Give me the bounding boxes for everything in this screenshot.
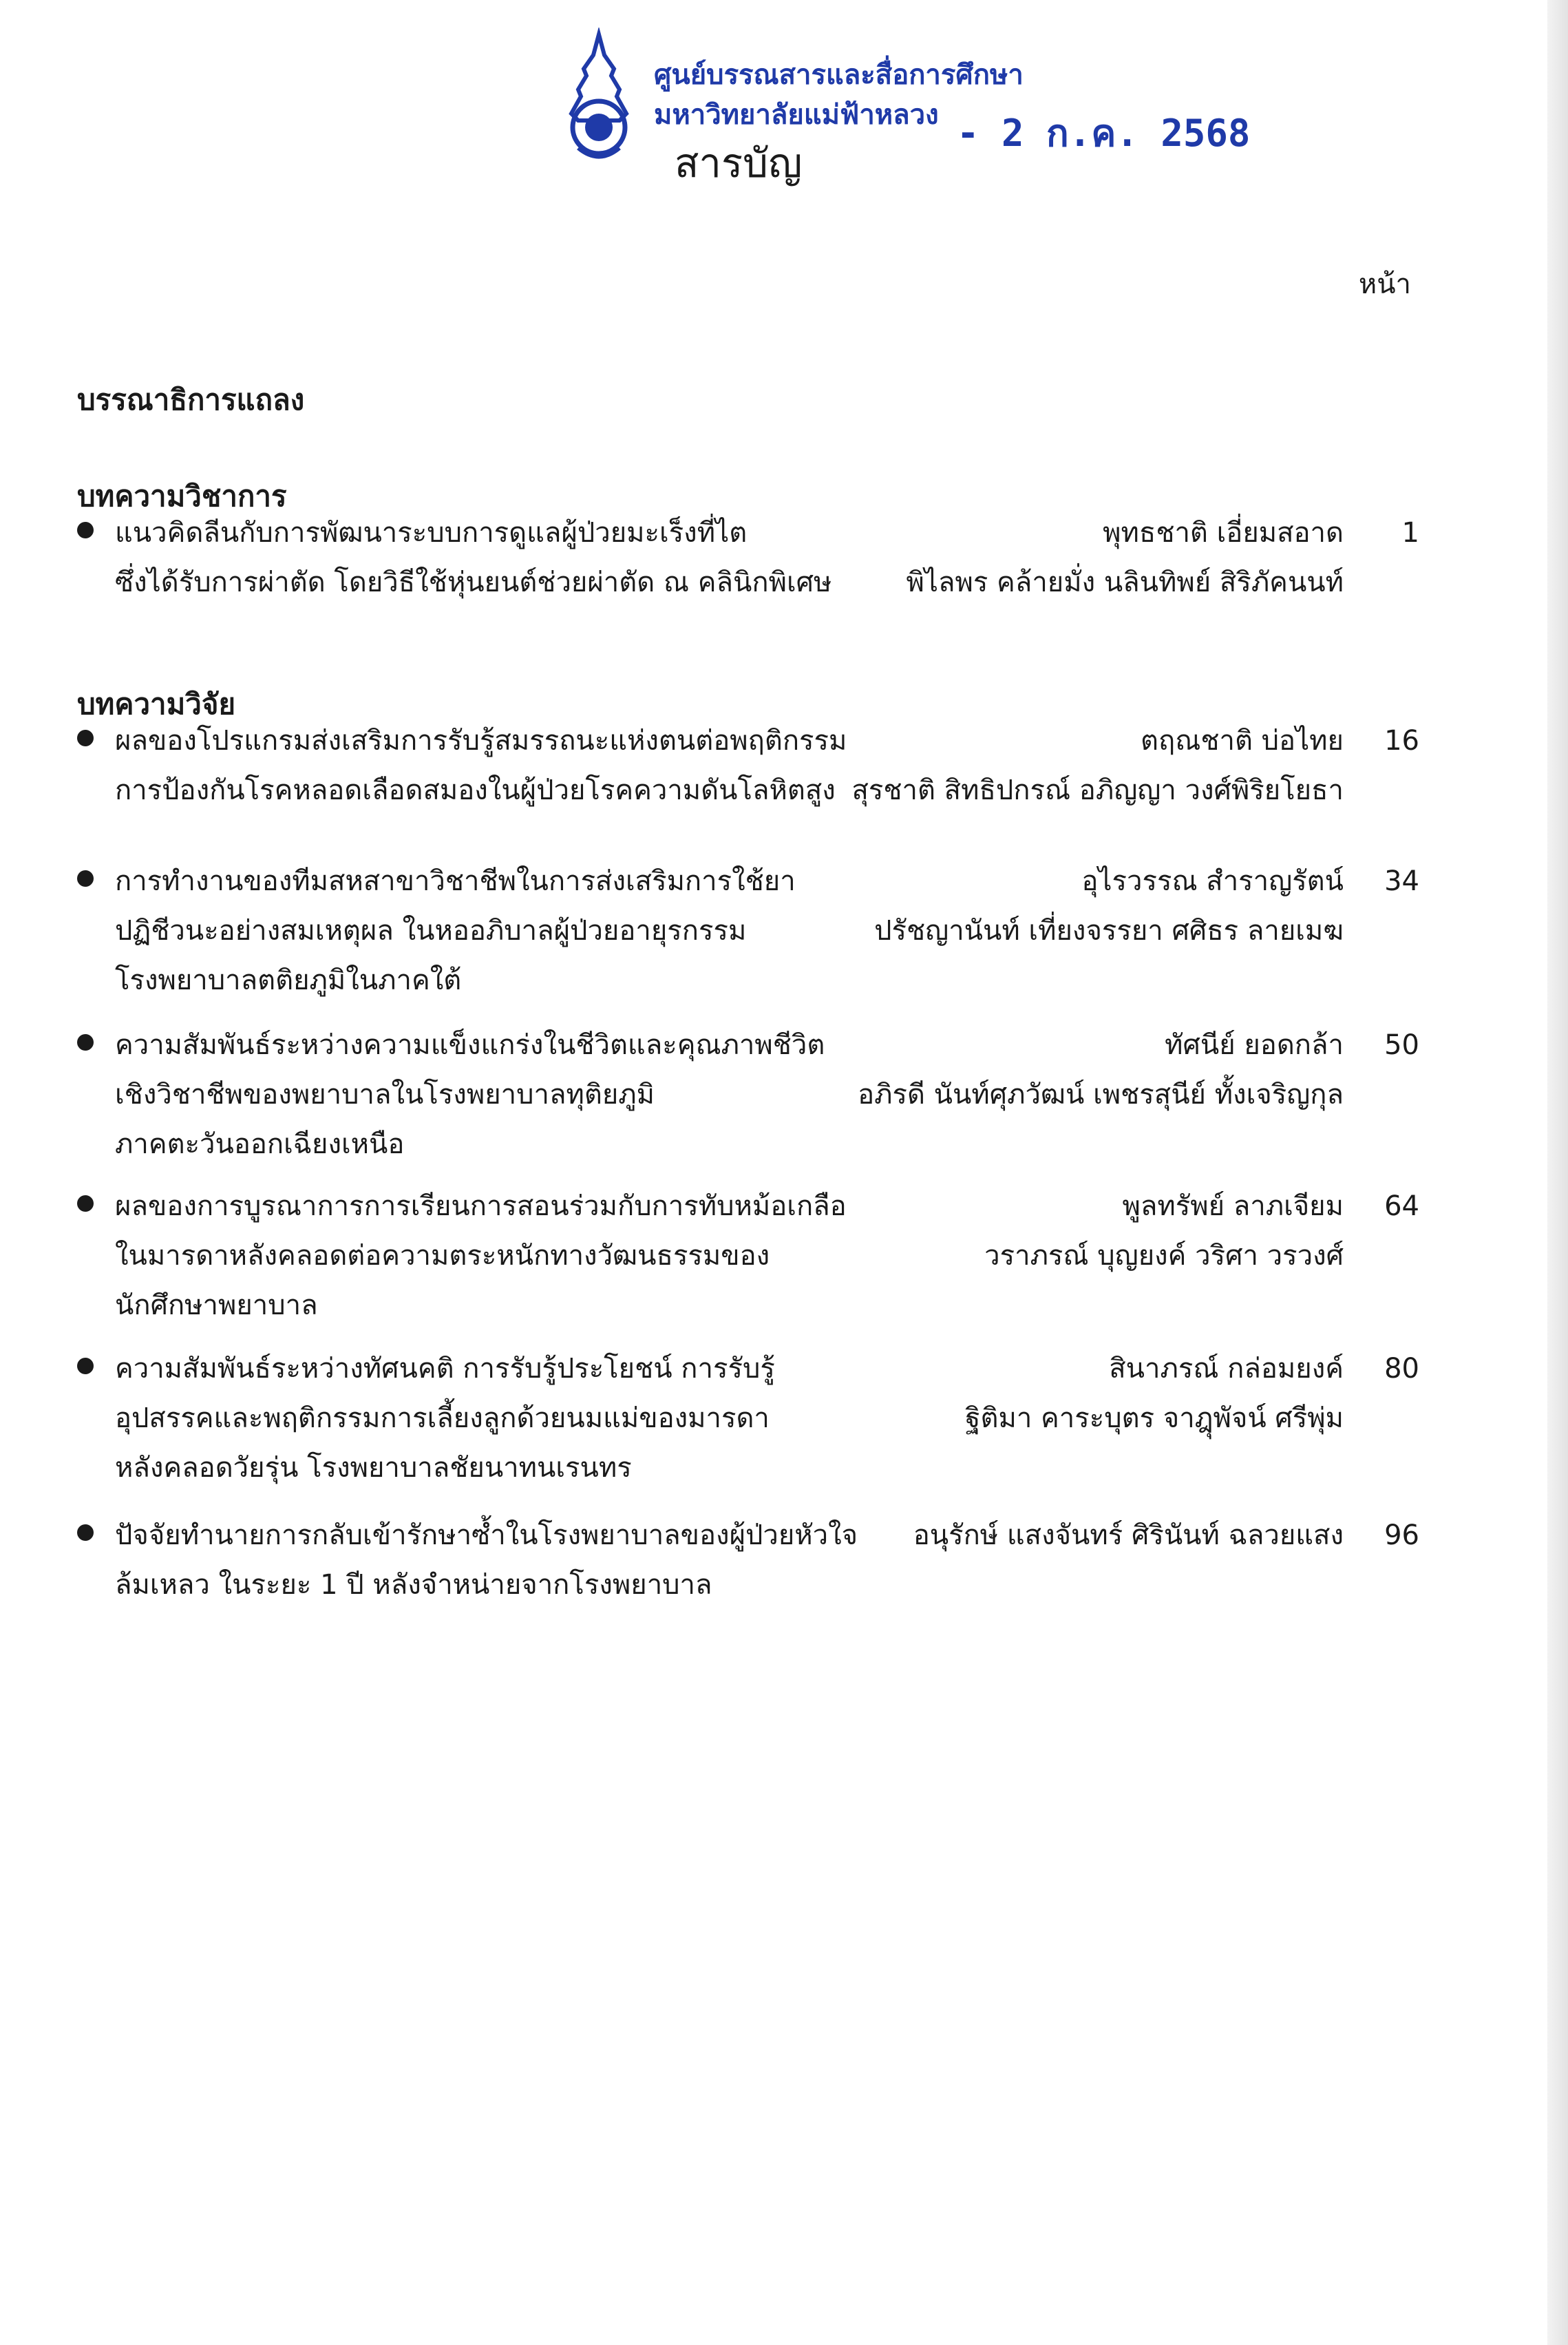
entry-title xyxy=(115,1344,927,1493)
entry-title-line: โรงพยาบาลตติยภูมิในภาคใต้ xyxy=(115,965,462,996)
entry-page-number: 34 xyxy=(1384,865,1419,897)
entry-page-number: 64 xyxy=(1384,1190,1419,1222)
section-heading-editorial: บรรณาธิการแถลง xyxy=(77,383,305,417)
entry-title xyxy=(115,1181,927,1330)
entry-title-line: นักศึกษาพยาบาล xyxy=(115,1290,318,1321)
page-column-label: หน้า xyxy=(1358,269,1411,300)
entry-title-line: ภาคตะวันออกเฉียงเหนือ xyxy=(115,1128,405,1160)
bullet-icon xyxy=(77,1034,94,1051)
entry-author-line: อนุรักษ์ แสงจันทร์ ศิรินันท์ ฉลวยแสง xyxy=(913,1519,1344,1551)
entry-title-line: ซึ่งได้รับการผ่าตัด โดยวิธีใช้หุ่นยนต์ช่วยผ่าตัด ณ คลินิกพิเศษ xyxy=(115,567,832,598)
entry-author-line: ตฤณชาติ บ่อไทย xyxy=(1141,725,1344,757)
entry-author-line: วราภรณ์ บุญยงค์ วริศา วรวงศ์ xyxy=(984,1240,1344,1272)
entry-authors xyxy=(848,1344,1344,1443)
stamp-org-line-2: มหาวิทยาลัยแม่ฟ้าหลวง xyxy=(654,99,939,131)
entry-authors xyxy=(848,716,1344,815)
entry-author-line: สินาภรณ์ กล่อมยงค์ xyxy=(1109,1353,1344,1385)
entry-page-number: 50 xyxy=(1384,1029,1419,1061)
entry-authors xyxy=(848,508,1344,607)
entry-page-number: 16 xyxy=(1384,725,1419,757)
entry-title xyxy=(115,508,927,607)
entry-author-line: พูลทรัพย์ ลาภเจียม xyxy=(1122,1190,1344,1222)
entry-authors xyxy=(848,1511,1344,1560)
page-title: สารบัญ xyxy=(675,140,803,187)
entry-author-line: อภิรดี นันท์ศุภวัฒน์ เพชรสุนีย์ ทั้งเจริญกุล xyxy=(858,1079,1344,1111)
entry-title-line: ความสัมพันธ์ระหว่างทัศนคติ การรับรู้ประโยชน์ การรับรู้ xyxy=(115,1353,775,1385)
section-heading-academic: บทความวิชาการ xyxy=(77,479,287,513)
bullet-icon xyxy=(77,1195,94,1212)
entry-title-line: เชิงวิชาชีพของพยาบาลในโรงพยาบาลทุติยภูมิ xyxy=(115,1079,655,1111)
bullet-icon xyxy=(77,522,94,538)
entry-title-line: การทำงานของทีมสหสาขาวิชาชีพในการส่งเสริมการใช้ยา xyxy=(115,865,796,897)
entry-page-number: 80 xyxy=(1384,1353,1419,1385)
entry-title-line: การป้องกันโรคหลอดเลือดสมองในผู้ป่วยโรคความดันโลหิตสูง xyxy=(115,775,836,806)
university-emblem-icon xyxy=(551,28,647,165)
entry-author-line: พุทธชาติ เอี่ยมสอาด xyxy=(1103,517,1344,549)
entry-title-line: ผลของโปรแกรมส่งเสริมการรับรู้สมรรถนะแห่งตนต่อพฤติกรรม xyxy=(115,725,847,757)
entry-authors xyxy=(848,1020,1344,1119)
entry-page-number: 96 xyxy=(1384,1519,1419,1551)
entry-author-line: สุรชาติ สิทธิปกรณ์ อภิญญา วงศ์พิริยโยธา xyxy=(851,775,1344,806)
bullet-icon xyxy=(77,870,94,887)
entry-title-line: ผลของการบูรณาการการเรียนการสอนร่วมกับการทับหม้อเกลือ xyxy=(115,1190,847,1222)
entry-page-number: 1 xyxy=(1401,517,1419,549)
entry-title-line: หลังคลอดวัยรุ่น โรงพยาบาลชัยนาทนเรนทร xyxy=(115,1452,632,1484)
bullet-icon xyxy=(77,1524,94,1541)
entry-title xyxy=(115,856,927,1005)
entry-title xyxy=(115,1511,927,1610)
entry-title-line: ปฏิชีวนะอย่างสมเหตุผล ในหออภิบาลผู้ป่วยอายุรกรรม xyxy=(115,915,747,947)
entry-authors xyxy=(848,1181,1344,1281)
entry-title xyxy=(115,716,927,815)
bullet-icon xyxy=(77,730,94,746)
stamp-org-line-1: ศูนย์บรรณสารและสื่อการศึกษา xyxy=(654,59,1024,91)
entry-author-line: ทัศนีย์ ยอดกล้า xyxy=(1165,1029,1344,1061)
page-edge-shadow xyxy=(1547,0,1568,2345)
entry-title xyxy=(115,1020,927,1169)
entry-title-line: ความสัมพันธ์ระหว่างความแข็งแกร่งในชีวิตและคุณภาพชีวิต xyxy=(115,1029,825,1061)
entry-author-line: ฐิติมา คาระบุตร จาฎุพัจน์ ศรีพุ่ม xyxy=(965,1402,1344,1434)
section-heading-research: บทความวิจัย xyxy=(77,687,236,721)
bullet-icon xyxy=(77,1358,94,1374)
stamp-date: - 2 ก.ค. 2568 xyxy=(957,112,1251,155)
entry-title-line: ปัจจัยทำนายการกลับเข้ารักษาซ้ำในโรงพยาบาลของผู้ป่วยหัวใจ xyxy=(115,1519,858,1551)
entry-title-line: อุปสรรคและพฤติกรรมการเลี้ยงลูกด้วยนมแม่ของมารดา xyxy=(115,1402,770,1434)
entry-title-line: ล้มเหลว ในระยะ 1 ปี หลังจำหน่ายจากโรงพยาบาล xyxy=(115,1569,712,1601)
entry-author-line: ปรัชญานันท์ เที่ยงจรรยา ศศิธร ลายเมฆ xyxy=(874,915,1344,947)
entry-title-line: แนวคิดลีนกับการพัฒนาระบบการดูแลผู้ป่วยมะเร็งที่ไต xyxy=(115,517,748,549)
entry-title-line: ในมารดาหลังคลอดต่อความตระหนักทางวัฒนธรรมของ xyxy=(115,1240,770,1272)
entry-author-line: อุไรวรรณ สำราญรัตน์ xyxy=(1081,865,1344,897)
entry-author-line: พิไลพร คล้ายมั่ง นลินทิพย์ สิริภัคนนท์ xyxy=(906,567,1344,598)
entry-authors xyxy=(848,856,1344,956)
